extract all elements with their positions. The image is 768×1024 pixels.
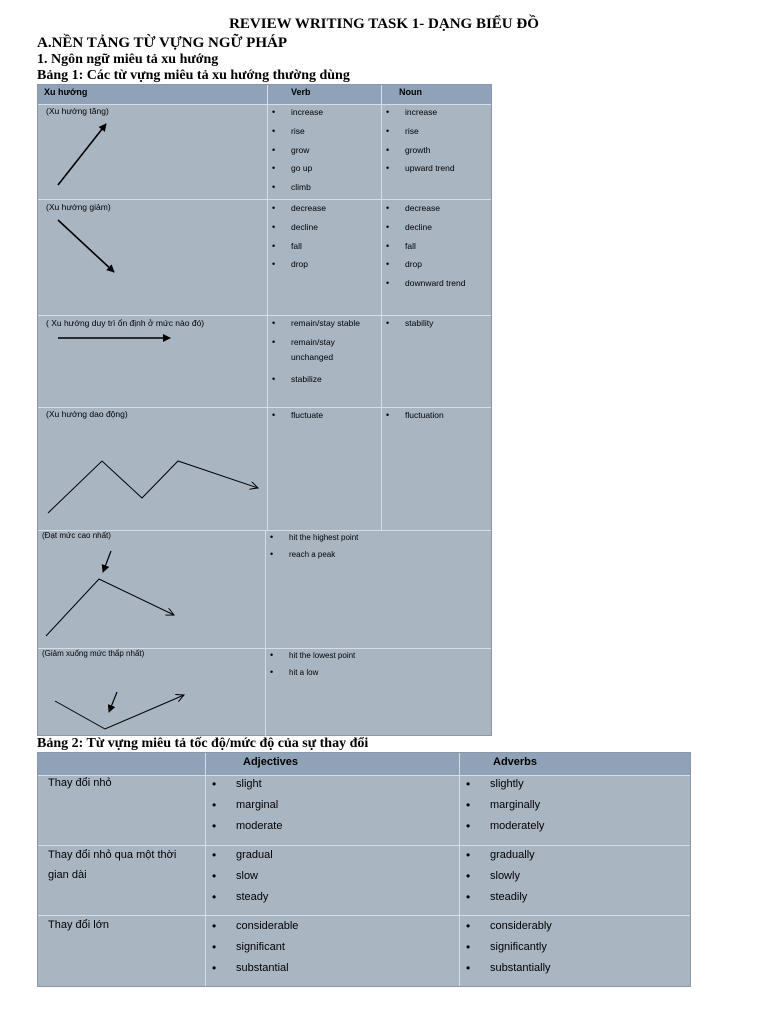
list-item: • slowly: [462, 867, 535, 888]
low-line-icon: [55, 692, 184, 729]
row-label-increase: (Xu hướng tăng): [46, 106, 109, 116]
row-label-small-change: Thay đổi nhỏ: [48, 777, 112, 789]
list-item: • slight: [208, 775, 282, 796]
table2-caption: Bảng 2: Từ vựng miêu tả tốc độ/mức độ của sự thay đổi: [37, 736, 369, 751]
list-item: • decrease: [384, 201, 465, 220]
fluctuation-line-icon: [48, 461, 258, 513]
list-item: • fall: [384, 239, 465, 258]
adjective-list: [208, 775, 282, 838]
list-item: • moderate: [208, 817, 282, 838]
list-item: • significant: [208, 938, 298, 959]
list-item: • reach a peak: [268, 547, 358, 564]
table-header: [38, 753, 690, 775]
list-item: • considerable: [208, 917, 298, 938]
list-item: • stability: [384, 316, 433, 335]
row-label-peak: (Đạt mức cao nhất): [42, 531, 111, 540]
grid-line: [205, 753, 206, 986]
list-item: • decrease: [270, 201, 326, 220]
list-item: • fall: [270, 239, 326, 258]
row-label-gradual-change: Thay đổi nhỏ qua một thời gian dài: [48, 849, 177, 881]
list-item: • increase: [270, 105, 323, 124]
list-item: • remain/stay stable: [270, 316, 378, 335]
list-item: • downward trend: [384, 276, 465, 295]
list-item: • growth: [384, 143, 455, 162]
list-item: • moderately: [462, 817, 544, 838]
list-item: • steady: [208, 888, 273, 909]
adverb-list: [462, 775, 544, 838]
list-item: • grow: [270, 143, 323, 162]
list-item: • substantial: [208, 959, 298, 980]
adverb-list: [462, 917, 552, 980]
list-item: • increase: [384, 105, 455, 124]
list-item: • slightly: [462, 775, 544, 796]
header-trend: Xu hướng: [38, 85, 267, 104]
header-adjectives: Adjectives: [243, 756, 299, 768]
list-item: • drop: [270, 257, 326, 276]
row-label-large-change: Thay đổi lớn: [48, 919, 110, 931]
list-item: • considerably: [462, 917, 552, 938]
adjective-list: [208, 917, 298, 980]
subsection-heading: 1. Ngôn ngữ miêu tả xu hướng: [37, 52, 219, 67]
list-item: • gradually: [462, 846, 535, 867]
list-item: • rise: [270, 124, 323, 143]
list-item: • remain/stay unchanged: [270, 335, 378, 373]
table1-caption: Bảng 1: Các từ vựng miêu tả xu hướng thường dùng: [37, 68, 350, 83]
document-title: REVIEW WRITING TASK 1- DẠNG BIỂU ĐỒ: [229, 16, 539, 32]
list-item: • gradual: [208, 846, 273, 867]
list-item: • decline: [384, 220, 465, 239]
list-item: • fluctuate: [270, 408, 323, 427]
change-degree-table: [37, 752, 691, 987]
row-label-stable: ( Xu hướng duy trì ổn định ở mức nào đó): [46, 318, 205, 328]
section-heading: A.NỀN TẢNG TỪ VỰNG NGỮ PHÁP: [37, 35, 288, 51]
list-item: • hit a low: [268, 665, 355, 682]
header-adverbs: Adverbs: [493, 756, 538, 768]
list-item: • go up: [270, 161, 323, 180]
list-item: • decline: [270, 220, 326, 239]
adverb-list: [462, 846, 535, 909]
list-item: • significantly: [462, 938, 552, 959]
grid-line: [459, 753, 460, 986]
row-label-low: (Giảm xuống mức thấp nhất): [42, 649, 145, 658]
list-item: • steadily: [462, 888, 535, 909]
list-item: • upward trend: [384, 161, 455, 180]
adjective-list: [208, 846, 273, 909]
arrow-down-icon: [58, 220, 114, 272]
list-item: • fluctuation: [384, 408, 444, 427]
peak-line-icon: [46, 551, 174, 636]
trend-vocabulary-table: [37, 84, 492, 736]
row-label-fluctuate: (Xu hướng dao động): [46, 409, 128, 419]
list-item: • rise: [384, 124, 455, 143]
list-item: • drop: [384, 257, 465, 276]
list-item: • hit the highest point: [268, 530, 358, 547]
list-item: • marginal: [208, 796, 282, 817]
trend-sketches: [38, 85, 493, 737]
list-item: • marginally: [462, 796, 544, 817]
list-item: • stabilize: [270, 372, 378, 391]
arrow-up-icon: [58, 124, 106, 185]
list-item: • slow: [208, 867, 273, 888]
list-item: • hit the lowest point: [268, 648, 355, 665]
header-verb: Verb: [267, 85, 381, 104]
header-noun: Noun: [381, 85, 491, 104]
list-item: • climb: [270, 180, 323, 199]
list-item: • substantially: [462, 959, 552, 980]
row-label-decrease: (Xu hướng giảm): [46, 202, 111, 212]
